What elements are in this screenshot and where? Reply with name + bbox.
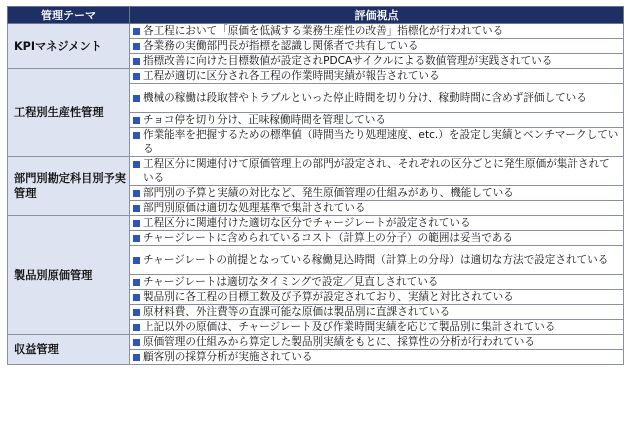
criterion-cell xyxy=(130,128,624,157)
criterion-cell xyxy=(130,157,624,186)
criterion-text: 原材料費、外注費等の直課可能な原価は製品別に直課されている xyxy=(143,306,451,318)
criterion-cell xyxy=(130,84,624,113)
table-row xyxy=(8,157,624,186)
criterion-text: 指標改善に向けた目標数値が設定されPDCAサイクルによる数値管理が実践されている xyxy=(143,55,553,67)
square-bullet-icon xyxy=(133,73,140,80)
criterion-text: チャージレートは適切なタイミングで設定／見直しされている xyxy=(143,276,439,288)
criterion-text: 工程区分に関連付けた適切な区分でチャージレートが設定されている xyxy=(143,217,471,229)
criterion-cell xyxy=(130,113,624,128)
evaluation-table xyxy=(7,6,624,365)
square-bullet-icon xyxy=(133,43,140,50)
criterion-text: 顧客別の採算分析が実施されている xyxy=(143,351,313,363)
square-bullet-icon xyxy=(133,235,140,242)
criterion-cell xyxy=(130,290,624,305)
square-bullet-icon xyxy=(133,161,140,168)
square-bullet-icon xyxy=(133,58,140,65)
criterion-cell xyxy=(130,275,624,290)
square-bullet-icon xyxy=(133,294,140,301)
square-bullet-icon xyxy=(133,309,140,316)
criterion-text: 各業務の実働部門長が指標を認識し関係者で共有している xyxy=(143,40,419,52)
criterion-cell xyxy=(130,246,624,275)
criterion-text: 部門別の予算と実績の対比など、発生原価管理の仕組みがあり、機能している xyxy=(143,187,514,199)
criterion-cell xyxy=(130,350,624,365)
criterion-text: 機械の稼働は段取替やトラブルといった停止時間を切り分け、稼動時間に含めず評価している xyxy=(143,92,587,104)
square-bullet-icon xyxy=(133,324,140,331)
square-bullet-icon xyxy=(133,117,140,124)
criterion-cell xyxy=(130,335,624,350)
criterion-cell xyxy=(130,186,624,201)
criterion-text: 上記以外の原価は、チャージレート及び作業時間実績を応じて製品別に集計されている xyxy=(143,321,556,333)
header-evaluation-viewpoint: 評価視点 xyxy=(130,7,624,24)
table-row xyxy=(8,69,624,84)
criterion-text: チョコ停を切り分け、正味稼働時間を管理している xyxy=(143,114,386,126)
theme-cell-profit: 収益管理 xyxy=(8,335,130,365)
criterion-cell xyxy=(130,54,624,69)
criterion-cell xyxy=(130,231,624,246)
evaluation-table-container xyxy=(7,6,623,365)
criterion-text: 製品別に各工程の目標工数及び予算が設定されており、実績と対比されている xyxy=(143,291,514,303)
square-bullet-icon xyxy=(133,354,140,361)
criterion-text: 原価管理の仕組みから算定した製品別実績をもとに、採算性の分析が行われている xyxy=(143,336,535,348)
criterion-cell xyxy=(130,216,624,231)
square-bullet-icon xyxy=(133,279,140,286)
square-bullet-icon xyxy=(133,190,140,197)
table-header-row xyxy=(8,7,624,24)
square-bullet-icon xyxy=(133,220,140,227)
square-bullet-icon xyxy=(133,28,140,35)
criterion-cell xyxy=(130,24,624,39)
criterion-text: 各工程において「原価を低減する業務生産性の改善」指標化が行われている xyxy=(143,25,504,37)
criterion-cell xyxy=(130,201,624,216)
header-management-theme: 管理テーマ xyxy=(8,7,130,24)
table-row xyxy=(8,24,624,39)
criterion-text: 部門別原価は適切な処理基準で集計されている xyxy=(143,202,366,214)
criterion-cell xyxy=(130,320,624,335)
theme-cell-kpi: KPIマネジメント xyxy=(8,24,130,69)
criterion-text: 工程が適切に区分され各工程の作業時間実績が報告されている xyxy=(143,70,440,82)
criterion-text: 工程区分に関連付けて原価管理上の部門が設定され、それぞれの区分ごとに発生原価が集計されている xyxy=(143,158,610,184)
criterion-text: 作業能率を把握するための標準値（時間当たり処理速度、etc.）を設定し実績とベンチマークしている xyxy=(143,129,619,155)
theme-cell-product-cost: 製品別原価管理 xyxy=(8,216,130,335)
square-bullet-icon xyxy=(133,205,140,212)
criterion-cell xyxy=(130,305,624,320)
criterion-cell xyxy=(130,69,624,84)
square-bullet-icon xyxy=(133,95,140,102)
square-bullet-icon xyxy=(133,339,140,346)
square-bullet-icon xyxy=(133,132,140,139)
criterion-text: チャージレートの前提となっている稼働見込時間（計算上の分母）は適切な方法で設定されている xyxy=(143,254,609,266)
table-row xyxy=(8,335,624,350)
criterion-cell xyxy=(130,39,624,54)
theme-cell-process-productivity: 工程別生産性管理 xyxy=(8,69,130,157)
table-row xyxy=(8,216,624,231)
theme-cell-department-budget: 部門別勘定科目別予実管理 xyxy=(8,157,130,216)
criterion-text: チャージレートに含められているコスト（計算上の分子）の範囲は妥当である xyxy=(143,232,513,244)
square-bullet-icon xyxy=(133,257,140,264)
